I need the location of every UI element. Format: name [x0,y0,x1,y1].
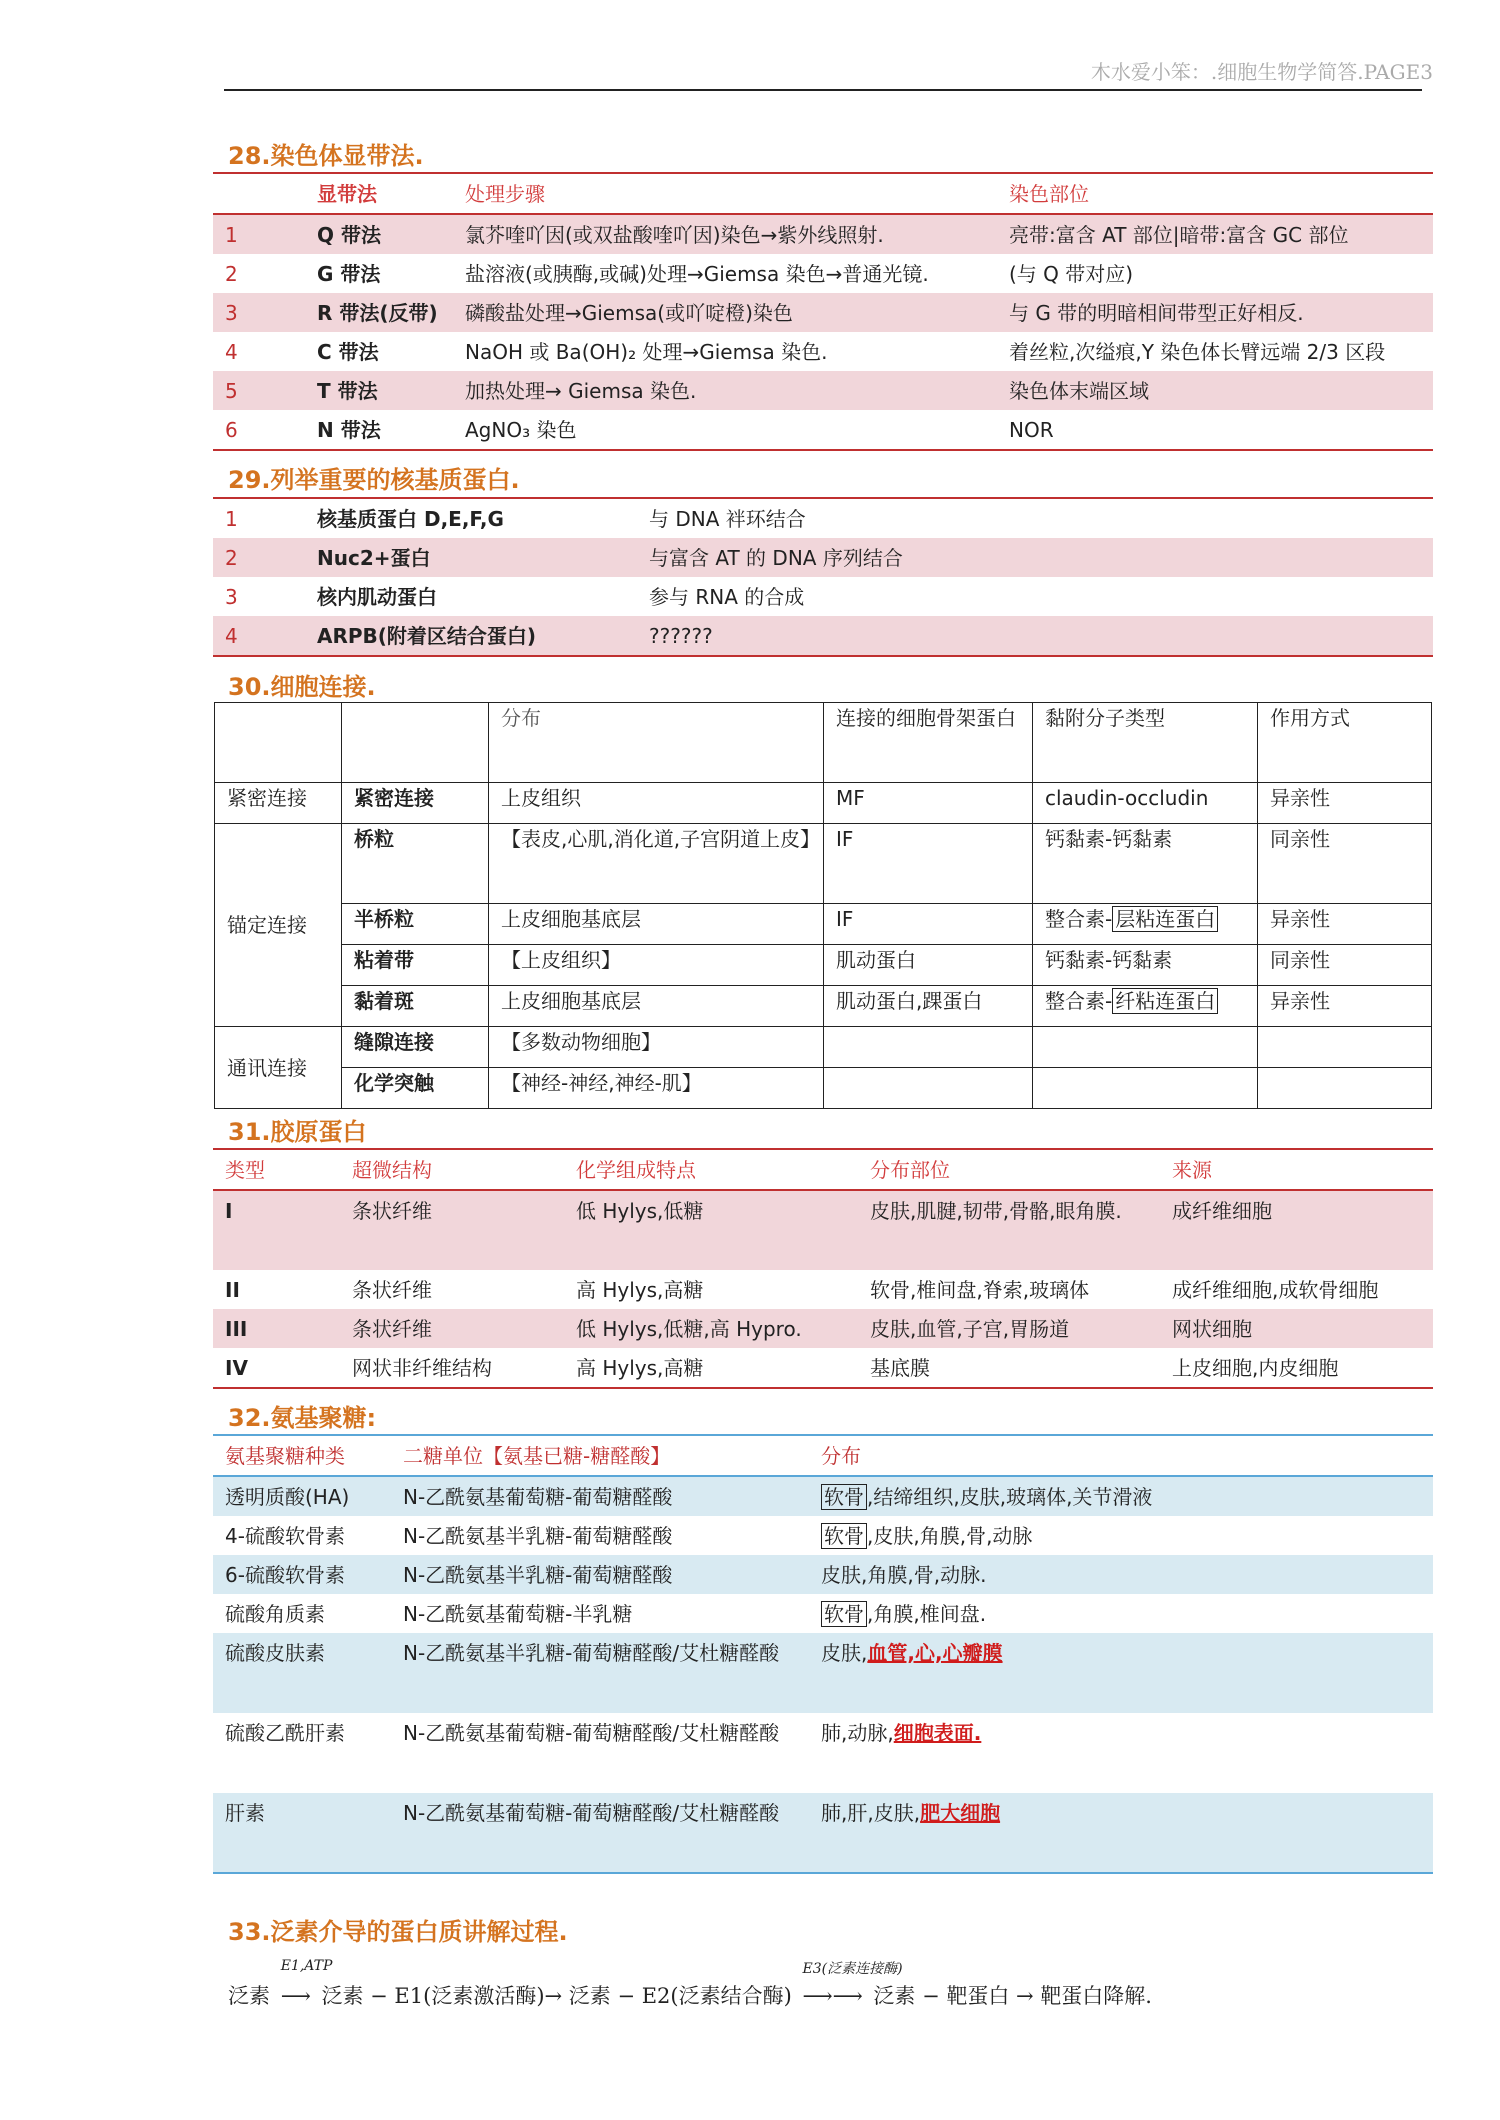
arrow-icon: E1,ATP ⟶ [280,1958,333,2008]
table-row: 硫酸皮肤素 N-乙酰氨基半乳糖-葡萄糖醛酸/艾杜糖醛酸 皮肤,血管,心,心瓣膜 [213,1633,1433,1713]
collagen-table: 类型 超微结构 化学组成特点 分布部位 来源 I 条状纤维 低 Hylys,低糖 皮肤,肌腱,韧带,骨骼,眼角膜. 成纤维细胞 II 条状纤维 高 Hylys,高糖 软骨,椎间盘,脊索,玻璃体 成纤维细胞,成软骨细胞 III 条状纤维 低 Hylys,低糖,高 Hypro. 皮肤,血管,子宫,胃肠道 网状细胞 IV 网状非纤维结构 高 Hylys,高糖 基底膜 上皮细胞,内皮细胞 [213,1148,1433,1389]
table-row: III 条状纤维 低 Hylys,低糖,高 Hypro. 皮肤,血管,子宫,胃肠道 网状细胞 [213,1309,1433,1348]
cell-junction-table [214,702,1432,1109]
ubiquitin-formula: 泛素 E1,ATP ⟶ 泛素 − E1(泛素激活酶)→ 泛素 − E2(泛素结合酶) E3(泛素连接酶) ⟶⟶ 泛素 − 靶蛋白 → 靶蛋白降解. [228,1958,1152,2008]
col-banding: 显带法 [305,173,453,214]
group-communication: 通讯连接 [215,1027,342,1109]
table-row: 2 Nuc2+蛋白 与富含 AT 的 DNA 序列结合 [213,538,1433,577]
table-row: 通讯连接 缝隙连接 【多数动物细胞】 [215,1027,1432,1068]
table-row: 4-硫酸软骨素 N-乙酰氨基半乳糖-葡萄糖醛酸 软骨 ,皮肤,角膜,骨,动脉 [225,1523,1033,1548]
table-row: IV 网状非纤维结构 高 Hylys,高糖 基底膜 上皮细胞,内皮细胞 [213,1348,1433,1388]
table-row: 黏着斑 上皮细胞基底层 肌动蛋白,踝蛋白 整合素- 纤粘连蛋白 异亲性 [215,986,1432,1027]
table-row: 粘着带 【上皮组织】 肌动蛋白 钙黏素-钙黏素 同亲性 [215,945,1432,986]
table-row: 紧密连接 紧密连接 上皮组织 MF claudin-occludin 异亲性 [215,783,1432,824]
group-tight: 紧密连接 [215,783,342,824]
table-row: 3 核内肌动蛋白 参与 RNA 的合成 [225,584,805,609]
group-anchoring: 锚定连接 [215,824,342,1027]
col-distribution: 分布 [489,703,824,783]
col-mode: 作用方式 [1258,703,1432,783]
table-row: 1 Q 带法 氯芥喹吖因(或双盐酸喹吖因)染色→紫外线照射. 亮带:富含 AT 部位|暗带:富含 GC 部位 [213,214,1433,254]
table-row: 肝素 N-乙酰氨基葡萄糖-葡萄糖醛酸/艾杜糖醛酸 肺,肝,皮肤,肥大细胞 [213,1793,1433,1873]
table-row: I 条状纤维 低 Hylys,低糖 皮肤,肌腱,韧带,骨骼,眼角膜. 成纤维细胞 [213,1190,1433,1270]
section-32-title: 32.氨基聚糖: [228,1404,377,1432]
table-row: 硫酸角质素 N-乙酰氨基葡萄糖-半乳糖 软骨 ,角膜,椎间盘. [225,1601,987,1626]
table-row: 化学突触 【神经-神经,神经-肌】 [215,1068,1432,1109]
table-row: 4 ARPB(附着区结合蛋白) ?????? [213,616,1433,656]
section-28-title: 28.染色体显带法. [228,142,424,170]
section-33-title: 33.泛素介导的蛋白质讲解过程. [228,1918,568,1946]
arrow-icon: E3(泛素连接酶) ⟶⟶ [802,1961,903,2008]
banding-table [213,172,1433,451]
table-row: 2 G 带法 盐溶液(或胰酶,或碱)处理→Giemsa 染色→普通光镜. (与 Q 带对应) [225,261,1134,286]
table-row: 锚定连接 桥粒 【表皮,心肌,消化道,子宫阴道上皮】 IF 钙黏素-钙黏素 同亲性 [215,824,1432,904]
col-site: 染色部位 [997,173,1433,214]
table-row: 4 C 带法 NaOH 或 Ba(OH)₂ 处理→Giemsa 染色. 着丝粒,次缢痕,Y 染色体长臂远端 2/3 区段 [225,339,1386,364]
col-adhesion: 黏附分子类型 [1033,703,1258,783]
table-row: 半桥粒 上皮细胞基底层 IF 整合素- 层粘连蛋白 异亲性 [215,904,1432,945]
section-31-title: 31.胶原蛋白 [228,1118,367,1146]
table-row: II 条状纤维 高 Hylys,高糖 软骨,椎间盘,脊索,玻璃体 成纤维细胞,成软骨细胞 [225,1277,1379,1302]
section-29-title: 29.列举重要的核基质蛋白. [228,466,520,494]
table-row: 硫酸乙酰肝素 N-乙酰氨基葡萄糖-葡萄糖醛酸/艾杜糖醛酸 肺,动脉,细胞表面. [225,1721,982,1745]
table-row: 6-硫酸软骨素 N-乙酰氨基半乳糖-葡萄糖醛酸 皮肤,角膜,骨,动脉. [213,1555,1433,1594]
page-header-title: 木水爱小笨：.细胞生物学简答.PAGE3 [1090,60,1433,84]
col-steps: 处理步骤 [453,173,997,214]
col-cytoskeleton: 连接的细胞骨架蛋白 [824,703,1033,783]
header-rule [224,89,1422,91]
glycosaminoglycan-table: 氨基聚糖种类 二糖单位【氨基已糖-糖醛酸】 分布 透明质酸(HA) N-乙酰氨基葡萄糖-葡萄糖醛酸 软骨 ,结缔组织,皮肤,玻璃体,关节滑液 4-硫酸软骨素 N-乙酰氨基半乳糖-葡萄糖醛酸 软骨 ,皮肤,角膜,骨,动脉 6-硫酸软骨素 N-乙酰氨基半乳糖-葡萄糖醛酸 皮肤,角膜,骨,动脉. 硫酸角质素 N-乙酰氨基葡萄糖-半乳糖 软骨 ,角膜,椎间盘. 硫酸皮肤素 N-乙酰氨基半乳糖-葡萄糖醛酸/艾杜糖醛酸 皮肤,血管,心,心瓣膜 硫酸乙酰肝素 N-乙酰氨基葡萄糖-葡萄糖醛酸/艾杜糖醛酸 肺,动脉,细胞表面. 肝素 N-乙酰氨基葡萄糖-葡萄糖醛酸/艾杜糖醛酸 肺,肝,皮肤,肥大细胞 [213,1434,1433,1874]
table-row: 透明质酸(HA) N-乙酰氨基葡萄糖-葡萄糖醛酸 软骨 ,结缔组织,皮肤,玻璃体,关节滑液 [213,1476,1433,1516]
table-row: 6 N 带法 AgNO₃ 染色 NOR [213,410,1433,450]
table-row: 5 T 带法 加热处理→ Giemsa 染色. 染色体末端区域 [213,371,1433,410]
table-row: 3 R 带法(反带) 磷酸盐处理→Giemsa(或吖啶橙)染色 与 G 带的明暗相间带型正好相反. [213,293,1433,332]
table-row: 1 核基质蛋白 D,E,F,G 与 DNA 袢环结合 [213,498,1433,538]
nuclear-matrix-table [213,497,1433,657]
section-30-title: 30.细胞连接. [228,673,376,701]
